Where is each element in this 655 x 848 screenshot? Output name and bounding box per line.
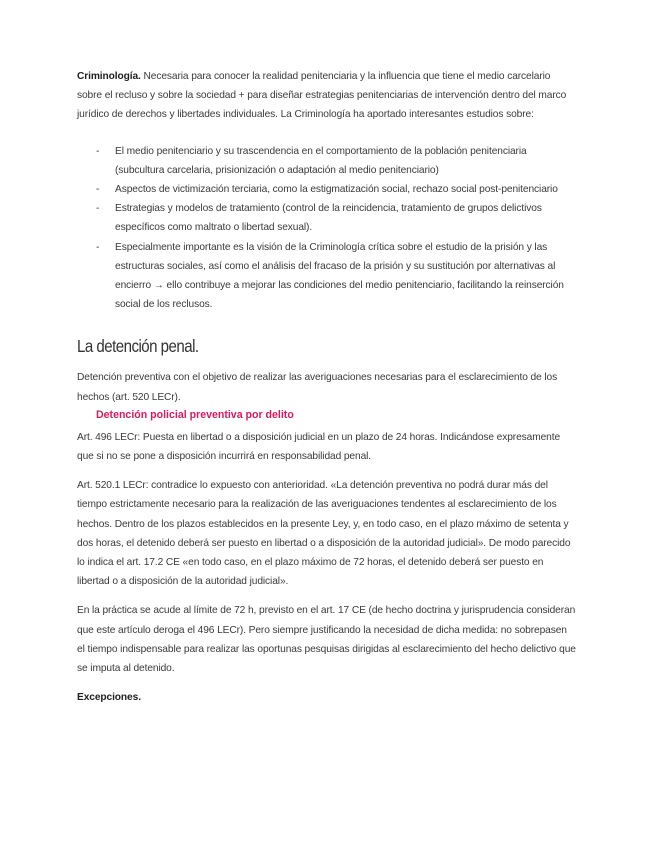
bullet-marker: - bbox=[96, 241, 100, 253]
bullet-marker: - bbox=[96, 184, 100, 196]
criminologia-term: Criminología. bbox=[77, 71, 141, 82]
list-item-text: Aspectos de victimización terciaria, como la estigmatización social, rechazo social post-penitenciario bbox=[115, 184, 558, 196]
subheading: Detención policial preventiva por delito bbox=[96, 408, 294, 421]
criminology-topics-list bbox=[77, 142, 577, 315]
intro-text: Necesaria para conocer la realidad penitenciaria y la influencia que tiene el medio carcelario sobre el recluso y sobre la sociedad + para diseñar estrategias penitenciarias de intervención dentro del marco jurídico de derechos y libertades individuales. La Criminología ha aportado interesantes estudios sobre: bbox=[77, 71, 567, 121]
document-page bbox=[77, 67, 577, 707]
list-item bbox=[77, 180, 577, 199]
paragraph-art-520: Art. 520.1 LECr: contradice lo expuesto con anterioridad. «La detención preventiva no podrá durar más del tiempo estrictamente necesario para la realización de las averiguaciones tendentes al esclarecimiento de los hechos. Dentro de los plazos establecidos en la presente Ley, y, en todo caso, en el plazo máximo de setenta y dos horas, el detenido deberá ser puesto en libertad o a disposición de la autoridad judicial». De modo parecido lo indica el art. 17.2 CE «en todo caso, en el plazo máximo de 72 horas, el detenido deberá ser puesto en libertad o a disposición de la autoridad judicial». bbox=[77, 480, 571, 588]
bullet-marker: - bbox=[96, 145, 100, 157]
list-item-text: Estrategias y modelos de tratamiento (control de la reincidencia, tratamiento de grupos delictivos específicos como maltrato o libertad sexual). bbox=[115, 203, 542, 234]
section-title: La detención penal. bbox=[77, 336, 199, 357]
list-item-text: El medio penitenciario y su trascendencia en el comportamiento de la población penitenciaria (subcultura carcelaria, prisionización o adaptación al medio penitenciario) bbox=[115, 145, 527, 176]
intro-paragraph bbox=[77, 67, 577, 125]
list-item-text: Especialmente importante es la visión de la Criminología crítica sobre el estudio de la prisión y las estructuras sociales, así como el análisis del fracaso de la prisión y su sustitución por alternativas al encierro → ello contribuye a mejorar las condiciones del medio penitenciario, facilitando la reinserción social de los reclusos. bbox=[115, 241, 564, 311]
bullet-marker: - bbox=[96, 203, 100, 215]
section-intro-paragraph: Detención preventiva con el objetivo de realizar las averiguaciones necesarias para el esclarecimiento de los hechos (art. 520 LECr). bbox=[77, 372, 558, 403]
list-item bbox=[77, 142, 577, 180]
exceptions-heading: Excepciones. bbox=[77, 692, 141, 704]
paragraph-practice: En la práctica se acude al límite de 72 h, previsto en el art. 17 CE (de hecho doctrina y jurisprudencia consideran que este artículo deroga el 496 LECr). Pero siempre justificando la necesidad de dicha medida: no sobrepasen el tiempo indispensable para realizar las oportunas pesquisas dirigidas al esclarecimiento del hecho delictivo que se imputa al detenido. bbox=[77, 605, 576, 675]
list-item bbox=[77, 199, 577, 237]
list-item bbox=[77, 238, 577, 315]
paragraph-art-496: Art. 496 LECr: Puesta en libertad o a disposición judicial en un plazo de 24 horas. Indicándose expresamente que si no se pone a disposición incurrirá en responsabilidad penal. bbox=[77, 431, 561, 463]
